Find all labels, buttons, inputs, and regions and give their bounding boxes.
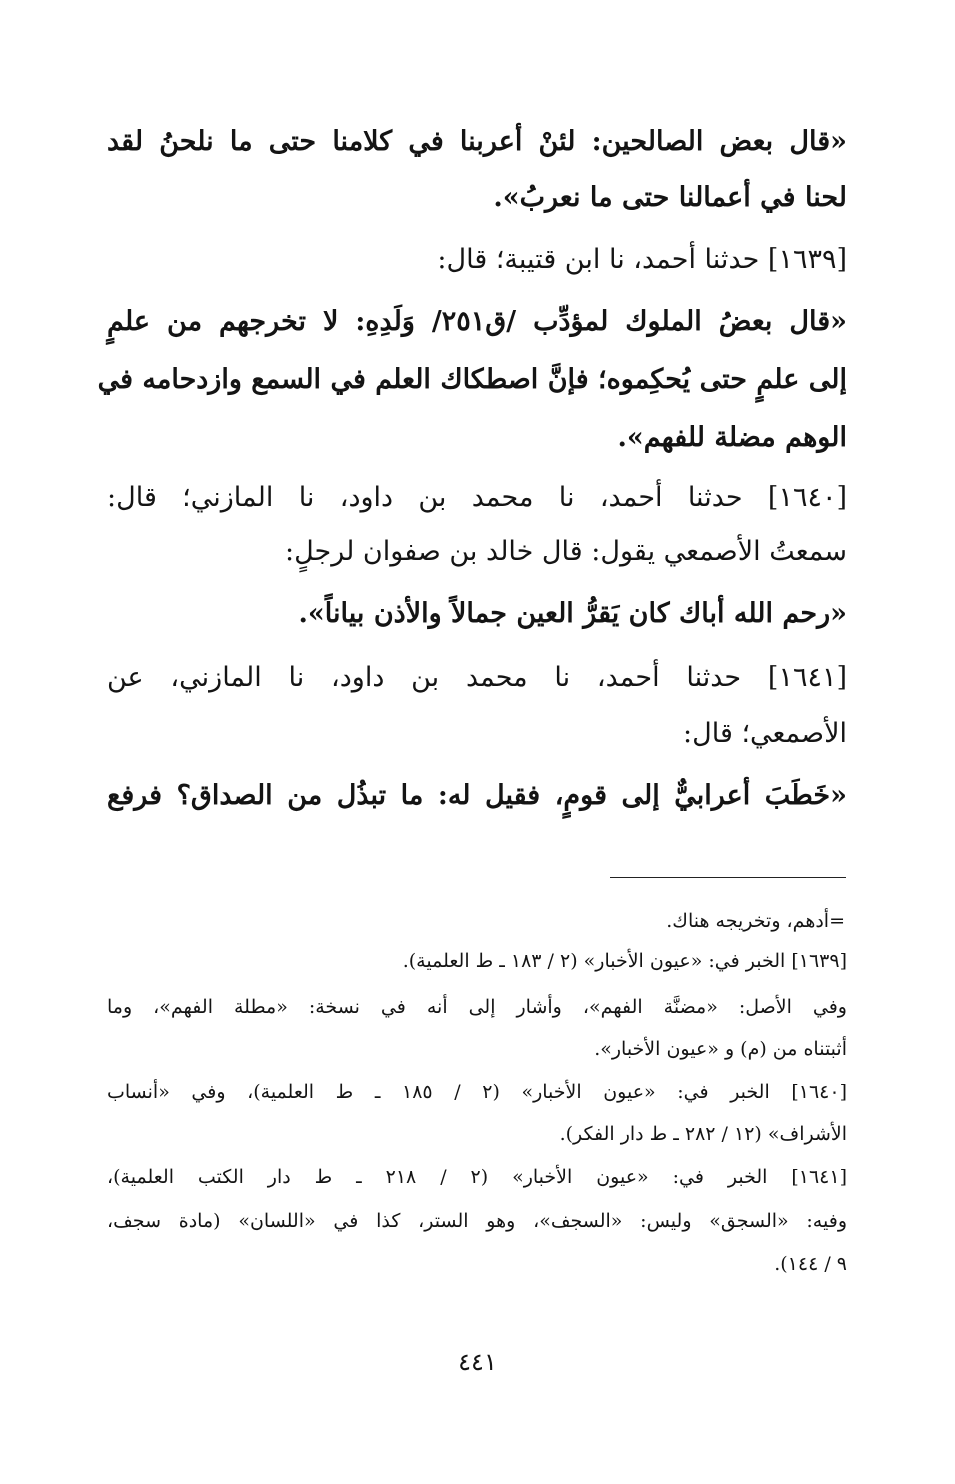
footnote-line-6: الأشراف» (١٢ / ٢٨٢ ـ ط دار الفكر). [559,1123,847,1145]
footnote-1641: [١٦٤١] الخبر في: «عيون الأخبار» (٢ / ٢١٨ ـ ط دار الكتب العلمية)، [107,1166,847,1188]
report-1641-heading: [١٦٤١] حدثنا أحمد، نا محمد بن داود، نا المازني، عن [107,662,847,693]
body-line-6: الوهم مضلة للفهم». [617,422,847,453]
body-line-2: لحنا في أعمالنا حتى ما نعربُ». [493,182,847,213]
report-1640-heading: [١٦٤٠] حدثنا أحمد، نا محمد بن داود، نا المازني؛ قال: [107,482,847,513]
footnote-1640: [١٦٤٠] الخبر في: «عيون الأخبار» (٢ / ١٨٥ ـ ط العلمية)، وفي «أنساب [107,1081,847,1103]
body-line-5: إلى علمٍ حتى يُحكِموه؛ فإنَّ اصطكاك العلم في السمع وازدحامه في [97,364,847,395]
body-line-11: الأصمعي؛ قال: [683,718,847,749]
footnote-line-1: =أدهم، وتخريجه هناك. [666,910,845,932]
page-number: ٤٤١ [458,1348,497,1376]
footnote-line-3: وفي الأصل: «مضنَّة الفهم»، وأشار إلى أنه في نسخة: «مطلة الفهم»، وما [107,996,847,1018]
body-line-9: «رحم الله أباك كان يَقرُّ العين جمالاً والأذن بياناً». [298,598,847,629]
footnote-line-9: ٩ / ١٤٤). [774,1253,847,1275]
body-line-1: «قال بعض الصالحين: لئنْ أعربنا في كلامنا حتى ما نلحنُ لقد [107,126,847,157]
footnote-separator [610,877,846,878]
body-line-8: سمعتُ الأصمعي يقول: قال خالد بن صفوان لرجلٍ: [284,536,847,567]
report-1639-heading: [١٦٣٩] حدثنا أحمد، نا ابن قتيبة؛ قال: [437,244,847,275]
footnote-line-4: أثبتناه من (م) و «عيون الأخبار». [594,1038,847,1060]
footnote-line-8: وفيه: «السجق» وليس: «السجف»، وهو الستر، كذا في «اللسان» (مادة سجف، [107,1210,847,1232]
body-line-12: «خَطَبَ أعرابيٌّ إلى قومٍ، فقيل له: ما تبذُل من الصداق؟ فرفع [107,780,847,811]
footnote-1639: [١٦٣٩] الخبر في: «عيون الأخبار» (٢ / ١٨٣ ـ ط العلمية). [402,950,847,972]
body-line-4: «قال بعضُ الملوك لمؤدِّب /ق٢٥١/ وَلَدِهِ: لا تخرجهم من علمٍ [107,306,847,337]
